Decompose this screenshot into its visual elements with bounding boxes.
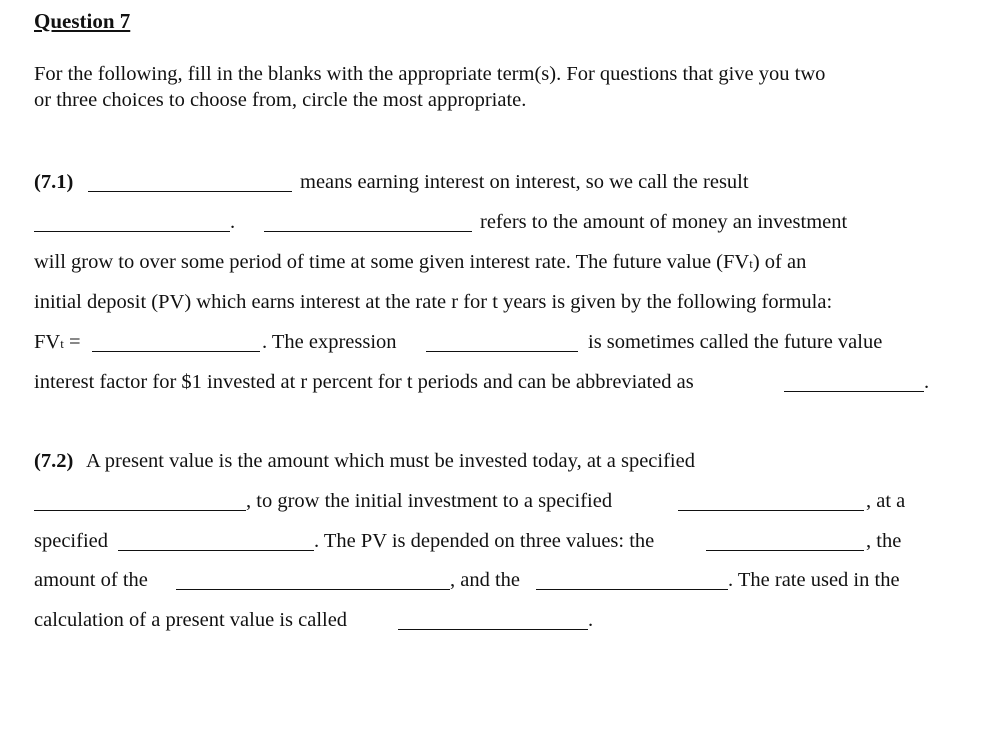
q71-text-c: will grow to over some period of time at some given interest rate. The future value (FVt) of an: [34, 251, 807, 273]
q71-blank-2[interactable]: [34, 231, 230, 232]
q72-text-e: calculation of a present value is called: [34, 609, 348, 631]
q71-text-a: means earning interest on interest, so we call the result: [300, 171, 749, 193]
q71-text-b: refers to the amount of money an investment: [480, 211, 848, 233]
q71-fv-label: FVt =: [34, 331, 81, 353]
q72-blank-5[interactable]: [176, 589, 450, 590]
q71-blank-5[interactable]: [426, 351, 578, 352]
q72-text-c3: , the: [866, 530, 902, 552]
q71-text-d: initial deposit (PV) which earns interest at the rate r for t years is given by the following formula:: [34, 291, 833, 313]
q72-text-d3: . The rate used in the: [728, 569, 900, 591]
q71-text-e-end: is sometimes called the future value: [588, 331, 883, 353]
q72-text-c1: specified: [34, 530, 108, 552]
q72-blank-7[interactable]: [398, 629, 588, 630]
q72-blank-3[interactable]: [118, 550, 314, 551]
q72-text-b1: , to grow the initial investment to a specified: [246, 490, 613, 512]
q71-blank-3[interactable]: [264, 231, 472, 232]
q72-label: (7.2): [34, 450, 74, 472]
q71-blank-1[interactable]: [88, 191, 292, 192]
q72-period: .: [588, 609, 594, 631]
q72-text-d2: , and the: [450, 569, 521, 591]
q72-text-b2: , at a: [866, 490, 906, 512]
q72-text-c2: . The PV is depended on three values: the: [314, 530, 655, 552]
instructions-line-2: or three choices to choose from, circle the most appropriate.: [34, 89, 527, 111]
q71-label: (7.1): [34, 171, 74, 193]
q72-blank-4[interactable]: [706, 550, 864, 551]
q71-blank-6[interactable]: [784, 391, 924, 392]
question-title: Question 7: [34, 9, 131, 33]
q72-text-d1: amount of the: [34, 569, 148, 591]
q71-period-2: .: [924, 371, 930, 393]
q72-text-a: A present value is the amount which must be invested today, at a specified: [86, 450, 695, 472]
instructions-line-1: For the following, fill in the blanks with the appropriate term(s). For questions that give you two: [34, 63, 826, 85]
q72-blank-2[interactable]: [678, 510, 864, 511]
q71-text-e-mid: . The expression: [262, 331, 397, 353]
q71-blank-4[interactable]: [92, 351, 260, 352]
q72-blank-6[interactable]: [536, 589, 728, 590]
q71-period-1: .: [230, 211, 236, 233]
q72-blank-1[interactable]: [34, 510, 246, 511]
q71-text-f: interest factor for $1 invested at r percent for t periods and can be abbreviated as: [34, 371, 694, 393]
